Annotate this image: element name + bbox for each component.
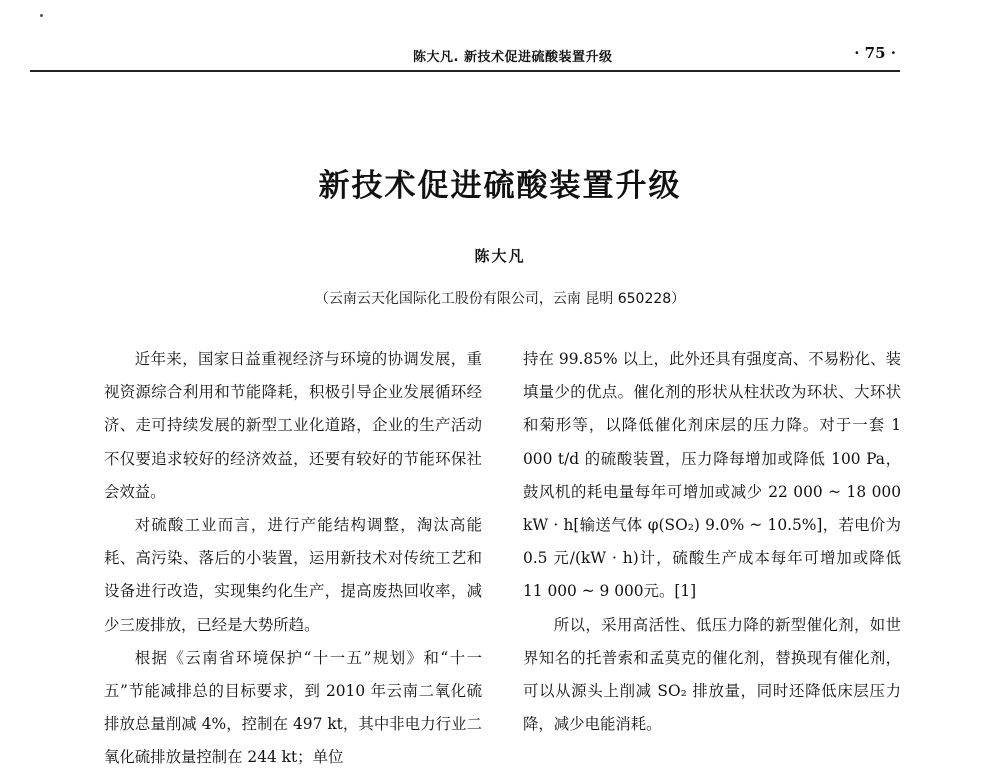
page-number: · 75 ·: [854, 44, 896, 62]
body-column-right: [523, 343, 901, 741]
paragraph: 所以，采用高活性、低压力降的新型催化剂，如世界知名的托普索和孟莫克的催化剂，替换现有催化剂，可以从源头上削减 SO₂ 排放量，同时还降低床层压力降，减少电能消耗。: [523, 615, 901, 734]
paragraph: 根据《云南省环境保护“十一五”规划》和“十一五”节能减排总的目标要求，到 2010 年云南二氧化硫排放总量削减 4%，控制在 497 kt，其中非电力行业二氧化硫排放量控制在 244 kt；单位: [104, 648, 482, 767]
page-header: [30, 40, 900, 72]
body-column-left: [104, 343, 482, 775]
scan-speck: [40, 14, 43, 17]
article-title: 新技术促进硫酸装置升级: [318, 168, 682, 204]
running-title: 陈大凡. 新技术促进硫酸装置升级: [413, 50, 613, 65]
author-affiliation: （云南云天化国际化工股份有限公司，云南 昆明 650228）: [314, 291, 686, 307]
author-name: 陈大凡: [474, 247, 526, 265]
paragraph: 对硫酸工业而言，进行产能结构调整，淘汰高能耗、高污染、落后的小装置，运用新技术对传统工艺和设备进行改造，实现集约化生产，提高废热回收率，减少三废排放，已经是大势所趋。: [104, 516, 482, 634]
paragraph: 近年来，国家日益重视经济与环境的协调发展，重视资源综合利用和节能降耗，积极引导企业发展循环经济、走可持续发展的新型工业化道路，企业的生产活动不仅要追求较好的经济效益，还要有较好的节能环保社会效益。: [104, 350, 482, 501]
paragraph-continued: 持在 99.85% 以上，此外还具有强度高、不易粉化、装填量少的优点。催化剂的形状从柱状改为环状、大环状和菊形等，以降低催化剂床层的压力降。对于一套 1 000 t/d 的硫酸装置，压力降每增加或降低 100 Pa，鼓风机的耗电量每年可增加或减少 22 000 ~ 18 000 kW · h[输送气体 φ(SO₂) 9.0% ~ 10.5%]，若电价为 0.5 元/(kW · h)计，硫酸生产成本每年可增加或降低 11 000 ~ 9 000元。[1]: [523, 350, 901, 601]
